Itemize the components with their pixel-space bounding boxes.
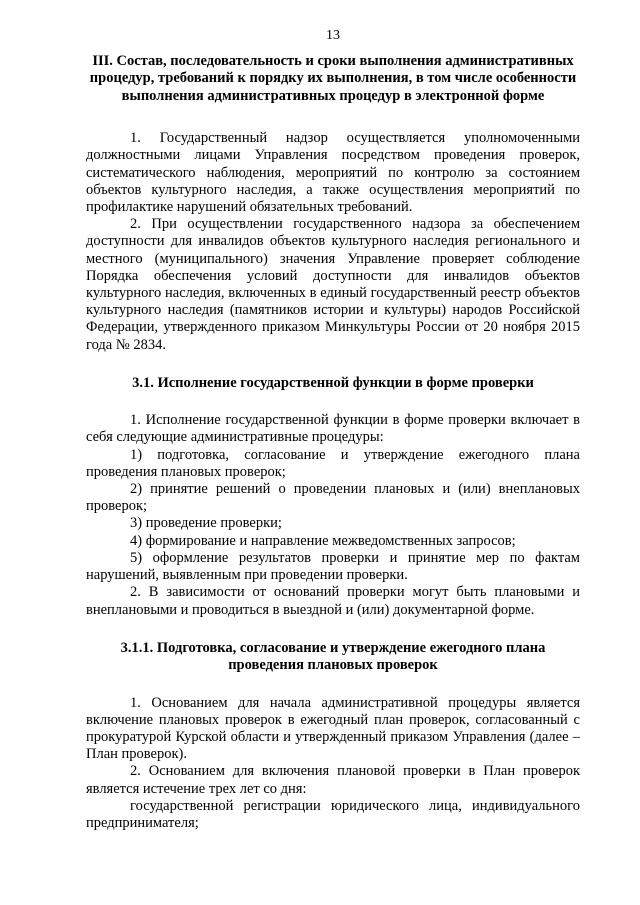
paragraph: 1. Государственный надзор осуществляется уполномоченными должностными лицами Управления посредством проведения проверок, систематического наблюдения, мероприятий по контролю за состоянием объектов культурного наследия, а также осуществления мероприятий по профилактике нарушений обязательных требований.: [86, 130, 580, 216]
subsection-title: 3.1. Исполнение государственной функции в форме проверки: [132, 374, 534, 391]
paragraph: 2. Основанием для включения плановой проверки в План проверок является истечение трех лет со дня:: [86, 763, 580, 797]
section-title: III. Состав, последовательность и сроки выполнения административных процедур, требований к порядку их выполнения, в том числе особенности выполнения административных процедур в электронной форме: [89, 53, 577, 104]
list-item: 5) оформление результатов проверки и принятие мер по фактам нарушений, выявленным при проведении проверки.: [86, 549, 580, 584]
document-page: [86, 28, 580, 832]
paragraph: 2. При осуществлении государственного надзора за обеспечением доступности для инвалидов объектов культурного наследия регионального и местного (муниципального) значения Управление проверяет соблюдение Порядка обеспечения условий доступности для инвалидов объектов культурного наследия, включенных в единый государственный реестр объектов культурного наследия (памятников истории и культуры) народов Российской Федерации, утвержденного приказом Минкультуры России от 20 ноября 2015 года № 2834.: [86, 216, 580, 353]
list-item: 4) формирование и направление межведомственных запросов;: [130, 532, 516, 549]
page-number: 13: [326, 28, 340, 43]
list-item: 2) принятие решений о проведении плановых и (или) внеплановых проверок;: [86, 481, 580, 515]
list-item: 1) подготовка, согласование и утверждение ежегодного плана проведения плановых проверок;: [86, 446, 580, 480]
paragraph: 1. Исполнение государственной функции в форме проверки включает в себя следующие административные процедуры:: [86, 412, 580, 446]
list-item: 3) проведение проверки;: [130, 515, 282, 532]
paragraph: государственной регистрации юридического лица, индивидуального предпринимателя;: [86, 797, 580, 831]
paragraph: 1. Основанием для начала административной процедуры является включение плановых проверок в ежегодный план проверок, согласованный с прокуратурой Курской области и утвержденный приказом Управления (далее – План проверок).: [86, 694, 580, 763]
subsection-title: 3.1.1. Подготовка, согласование и утверждение ежегодного плана проведения плановых проверок: [120, 639, 546, 674]
paragraph: 2. В зависимости от оснований проверки могут быть плановыми и внеплановыми и проводиться в выездной и (или) документарной форме.: [86, 584, 580, 618]
